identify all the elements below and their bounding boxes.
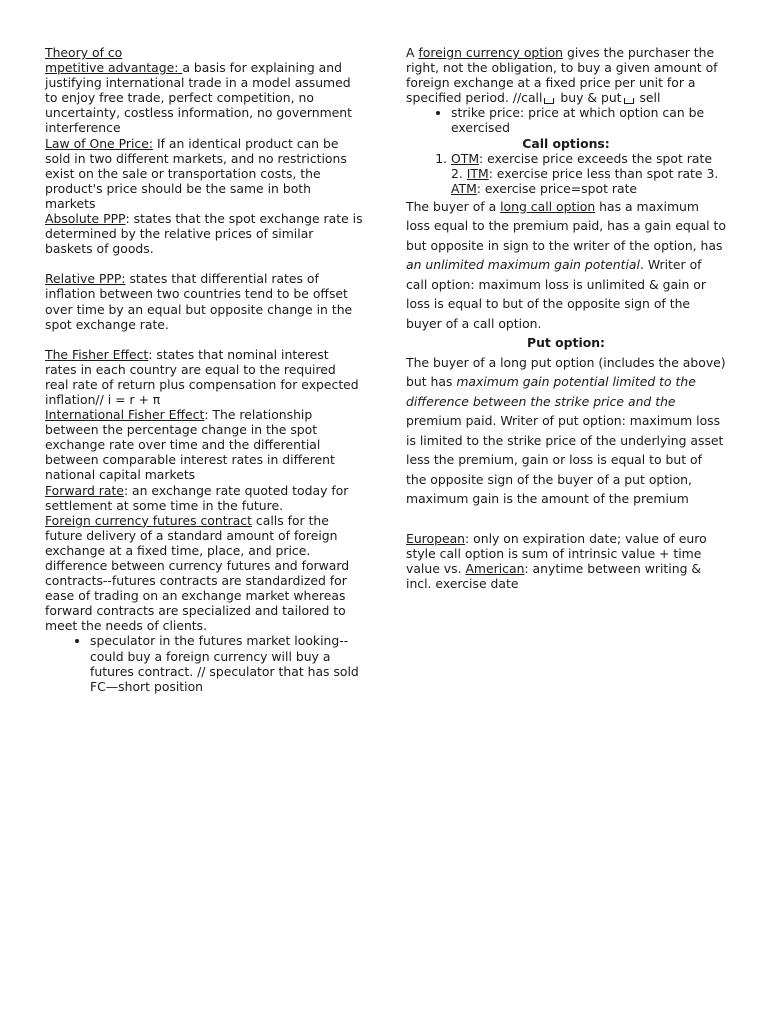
long-call-pre: The buyer of a (406, 198, 501, 214)
absolute-ppp-text: : states that the spot exchange rate is determined by the relative prices of similar baskets of goods. (45, 211, 363, 257)
fisher-effect-text: : states that nominal interest rates in each country are equal to the required real rate of return plus compensation for expected inflation// i = r + π (45, 346, 359, 407)
underscore-mark (624, 98, 634, 104)
american-heading: American (465, 561, 525, 577)
put-option-paragraph (406, 353, 726, 509)
competitive-advantage-text: a basis for explaining and justifying international trade in a model assumed to enjoy free trade, perfect competition, no uncertainty, costless information, no government interference (45, 60, 352, 136)
long-call-text-2: . Writer of call option: maximum loss is unlimited & gain or loss is equal to but of the opposite sign of the buyer of a call option. (406, 257, 706, 331)
fisher-effect-paragraph (45, 347, 363, 407)
currency-option-text-2: buy & put (556, 90, 622, 106)
relative-ppp-heading: Relative PPP: (45, 271, 126, 287)
forward-rate-paragraph (45, 483, 363, 513)
european-heading: European (406, 530, 466, 546)
competitive-advantage-heading-2: mpetitive advantage: (45, 60, 183, 76)
futures-contract-heading: Foreign currency futures contract (45, 512, 252, 528)
currency-option-text-3: sell (635, 90, 661, 106)
futures-contract-paragraph (45, 513, 363, 558)
long-call-italic: an unlimited maximum gain potential (406, 257, 640, 273)
strike-price-list (406, 105, 726, 135)
atm-text: : exercise price=spot rate (476, 180, 638, 196)
absolute-ppp-paragraph (45, 211, 363, 256)
currency-option-pre: A (406, 45, 419, 60)
competitive-advantage-heading-1: Theory of co (45, 45, 123, 60)
european-american-paragraph (406, 531, 726, 591)
competitive-advantage-paragraph (45, 45, 363, 136)
itm-text: : exercise price less than spot rate 3. (488, 165, 719, 181)
forward-rate-text: : an exchange rate quoted today for settlement at some time in the future. (45, 482, 349, 513)
otm-text: : exercise price exceeds the spot rate 2. (451, 150, 712, 181)
absolute-ppp-heading: Absolute PPP (45, 211, 126, 227)
law-of-one-price-heading: Law of One Price: (45, 135, 154, 151)
put-option-text: premium paid. Writer of put option: maximum loss is limited to the strike price of the underlying asset less the premium, gain or loss is equal to but of the opposite sign of the buyer of a put option, maximum gain is the amount of the premium (406, 413, 724, 507)
futures-vs-forward-paragraph: difference between currency futures and forward contracts--futures contracts are standardized for ease of trading on an exchange market whereas forward contracts are specialized and tailored to meet the needs of clients. (45, 558, 350, 634)
futures-contract-text: calls for the future delivery of a standard amount of foreign exchange at a fixed time, place, and price. (45, 512, 338, 558)
otm-term: OTM (451, 150, 480, 166)
long-call-paragraph (406, 197, 726, 334)
underscore-mark (544, 98, 554, 104)
right-column (406, 45, 726, 591)
call-options-heading: Call options: (522, 135, 610, 151)
international-fisher-text: : The relationship between the percentage change in the spot exchange rate over time and the differential between comparable interest rates in different national capital markets (45, 407, 335, 483)
currency-option-paragraph (406, 45, 726, 105)
call-options-list (406, 151, 726, 196)
itm-term: ITM (466, 165, 489, 181)
long-call-text-1: has a maximum loss equal to the premium paid, has a gain equal to but opposite in sign to the writer of the option, has (406, 198, 726, 253)
left-column (45, 45, 363, 694)
european-text: : only on expiration date; value of euro style call option is sum of intrinsic value + time value vs. (406, 530, 707, 577)
put-option-heading: Put option: (527, 335, 605, 351)
atm-term: ATM (451, 180, 477, 196)
strike-price-item: • strike price: price at which option can be exercised (451, 105, 726, 135)
put-option-italic: maximum gain potential limited to the difference between the strike price and the (406, 374, 696, 409)
relative-ppp-text: states that differential rates of inflation between two countries tend to be offset over time by an equal but opposite change in the spot exchange rate. (45, 271, 353, 332)
speculator-list (45, 633, 363, 693)
international-fisher-paragraph (45, 407, 363, 482)
call-options-item (451, 151, 726, 196)
currency-option-heading: foreign currency option (418, 45, 564, 60)
relative-ppp-paragraph (45, 271, 363, 331)
international-fisher-heading: International Fisher Effect (45, 407, 205, 423)
currency-option-text-1: gives the purchaser the right, not the obligation, to buy a given amount of foreign exchange at a fixed price per unit for a specified period. //call (406, 45, 718, 106)
law-of-one-price-text: If an identical product can be sold in two different markets, and no restrictions exist on the sale or transportation costs, the product's price should be the same in both markets (45, 135, 347, 211)
american-text: : anytime between writing & incl. exercise date (406, 561, 702, 592)
forward-rate-heading: Forward rate (45, 482, 124, 498)
put-option-pre: The buyer of a long put option (includes the above) but has (406, 354, 726, 390)
fisher-effect-heading: The Fisher Effect (45, 346, 149, 362)
long-call-heading: long call option (500, 198, 596, 214)
law-of-one-price-paragraph (45, 136, 363, 211)
speculator-item: • speculator in the futures market looking--could buy a foreign currency will buy a futures contract. // speculator that has sold FC—short position (90, 633, 363, 693)
